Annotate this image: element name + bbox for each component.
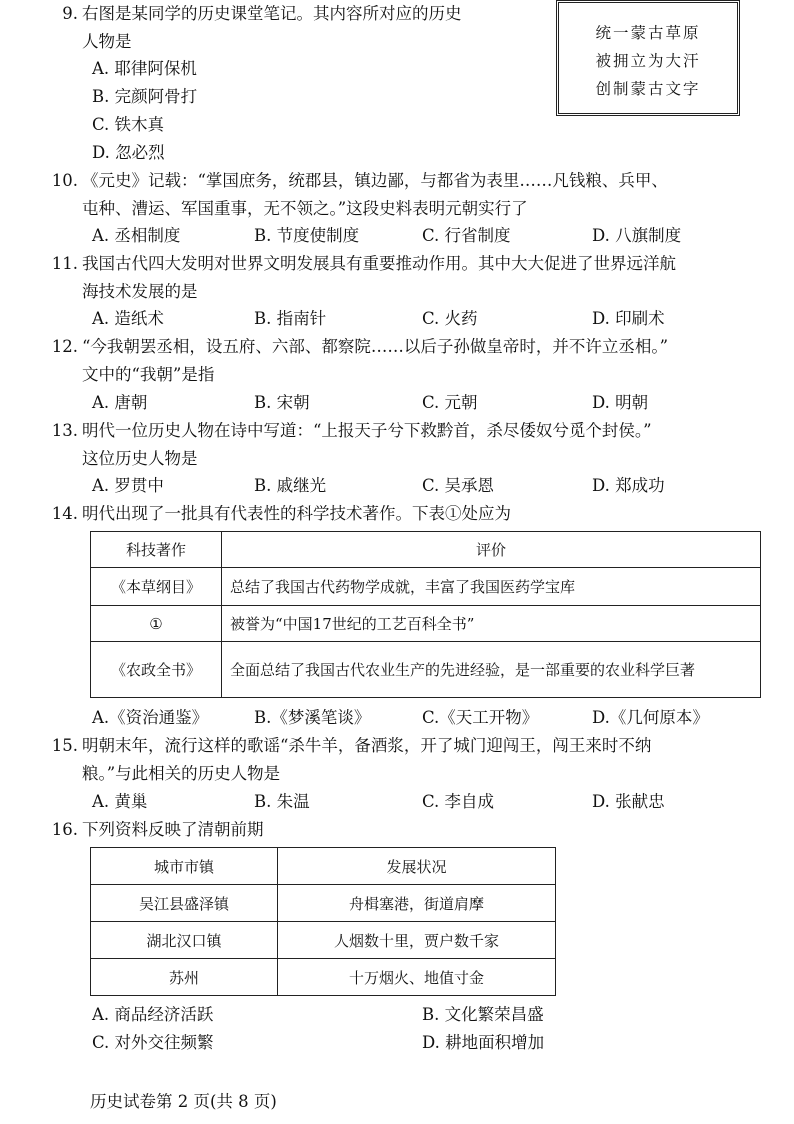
option-d[interactable]: D. 郑成功: [592, 476, 665, 495]
question-text-cont: 屯种、漕运、军国重事，无不领之。”这段史料表明元朝实行了: [82, 199, 528, 218]
question-text: 明代出现了一批具有代表性的科学技术著作。下表①处应为: [82, 504, 511, 523]
question-text: 我国古代四大发明对世界文明发展具有重要推动作用。其中大大促进了世界远洋航: [82, 254, 676, 273]
question-number: 10.: [51, 171, 78, 190]
question-number: 15.: [51, 736, 78, 755]
table-row: [91, 959, 556, 996]
option-b[interactable]: B. 指南针: [254, 309, 327, 328]
table-row: [91, 568, 761, 606]
question-text-cont: 粮。”与此相关的历史人物是: [82, 764, 281, 783]
table-header: 评价: [222, 532, 761, 568]
question-number: 13.: [51, 421, 78, 440]
question-text-cont: 文中的“我朝”是指: [82, 365, 215, 384]
question-16: [48, 816, 264, 844]
question-10: [48, 167, 668, 195]
question-text-cont: 人物是: [82, 32, 132, 51]
table-header: 科技著作: [91, 532, 222, 568]
table-cell: 舟楫塞港，街道肩摩: [278, 885, 556, 922]
option-c[interactable]: C. 元朝: [422, 393, 478, 412]
option-a[interactable]: A. 耶律阿保机: [92, 59, 197, 78]
option-a[interactable]: A.《资治通鉴》: [92, 708, 209, 727]
table-cell: 人烟数十里，贾户数千家: [278, 922, 556, 959]
option-c[interactable]: C.《天工开物》: [422, 708, 539, 727]
question-15: [48, 732, 651, 760]
option-b[interactable]: B. 完颜阿骨打: [92, 87, 198, 106]
option-c[interactable]: C. 行省制度: [422, 226, 511, 245]
note-line: 创制蒙古文字: [595, 80, 701, 98]
option-d[interactable]: D.《几何原本》: [592, 708, 709, 727]
table-row: [91, 606, 761, 642]
table-cell: 总结了我国古代药物学成就，丰富了我国医药学宝库: [222, 568, 761, 606]
option-c[interactable]: C. 李自成: [422, 792, 495, 811]
option-b[interactable]: B. 文化繁荣昌盛: [422, 1005, 544, 1024]
question-text: 明代一位历史人物在诗中写道：“上报天子兮下救黔首，杀尽倭奴兮觅个封侯。”: [82, 421, 652, 440]
table-row: [91, 922, 556, 959]
towns-table: [90, 847, 556, 996]
table-cell: 《本草纲目》: [91, 568, 222, 606]
table-cell: 湖北汉口镇: [91, 922, 278, 959]
question-number: 9.: [62, 4, 78, 23]
option-d[interactable]: D. 印刷术: [592, 309, 665, 328]
option-a[interactable]: A. 罗贯中: [92, 476, 164, 495]
option-c[interactable]: C. 铁木真: [92, 115, 165, 134]
option-d[interactable]: D. 八旗制度: [592, 226, 682, 245]
question-text: 下列资料反映了清朝前期: [82, 820, 264, 839]
note-line: 被拥立为大汗: [595, 52, 701, 70]
option-b[interactable]: B. 戚继光: [254, 476, 327, 495]
table-cell: 吴江县盛泽镇: [91, 885, 278, 922]
question-text: 明朝末年，流行这样的歌谣“杀牛羊，备酒浆，开了城门迎闯王，闯王来时不纳: [82, 736, 652, 755]
option-a[interactable]: A. 造纸术: [92, 309, 164, 328]
option-d[interactable]: D. 忽必烈: [92, 143, 165, 162]
option-a[interactable]: A. 唐朝: [92, 393, 148, 412]
option-d[interactable]: D. 耕地面积增加: [422, 1033, 545, 1052]
option-b[interactable]: B.《梦溪笔谈》: [254, 708, 371, 727]
table-row: [91, 885, 556, 922]
table-cell: 《农政全书》: [91, 642, 222, 698]
option-b[interactable]: B. 节度使制度: [254, 226, 360, 245]
option-a[interactable]: A. 丞相制度: [92, 226, 181, 245]
table-cell: 全面总结了我国古代农业生产的先进经验，是一部重要的农业科学巨著: [222, 642, 761, 698]
option-a[interactable]: A. 黄巢: [92, 792, 148, 811]
table-header: 城市市镇: [91, 848, 278, 885]
question-number: 12.: [51, 337, 78, 356]
option-c[interactable]: C. 对外交往频繁: [92, 1033, 214, 1052]
question-14: [48, 500, 511, 528]
table-cell: 被誉为“中国17世纪的工艺百科全书”: [222, 606, 761, 642]
table-cell: 十万烟火、地值寸金: [278, 959, 556, 996]
question-text: 《元史》记载：“掌国庶务，统郡县，镇边鄙，与都省为表里……凡钱粮、兵甲、: [82, 171, 668, 190]
table-row: [91, 642, 761, 698]
table-header: 发展状况: [278, 848, 556, 885]
question-12: [48, 333, 668, 361]
question-9: [48, 0, 462, 28]
option-a[interactable]: A. 商品经济活跃: [92, 1005, 214, 1024]
option-c[interactable]: C. 吴承恩: [422, 476, 495, 495]
tech-works-table: [90, 531, 761, 698]
question-text-cont: 海技术发展的是: [82, 282, 198, 301]
option-b[interactable]: B. 朱温: [254, 792, 310, 811]
page-footer: 历史试卷第 2 页(共 8 页): [90, 1092, 277, 1111]
question-number: 16.: [51, 820, 78, 839]
question-11: [48, 250, 676, 278]
option-b[interactable]: B. 宋朝: [254, 393, 310, 412]
question-text: “今我朝罢丞相，设五府、六部、都察院……以后子孙做皇帝时，并不许立丞相。”: [82, 337, 669, 356]
option-d[interactable]: D. 张献忠: [592, 792, 665, 811]
question-13: [48, 417, 652, 445]
question-number: 11.: [51, 254, 78, 273]
option-c[interactable]: C. 火药: [422, 309, 478, 328]
note-line: 统一蒙古草原: [595, 24, 701, 42]
class-note-box: [556, 0, 740, 116]
question-text-cont: 这位历史人物是: [82, 449, 198, 468]
question-number: 14.: [51, 504, 78, 523]
option-d[interactable]: D. 明朝: [592, 393, 649, 412]
table-cell: ①: [91, 606, 222, 642]
question-text: 右图是某同学的历史课堂笔记。其内容所对应的历史: [82, 4, 462, 23]
table-cell: 苏州: [91, 959, 278, 996]
